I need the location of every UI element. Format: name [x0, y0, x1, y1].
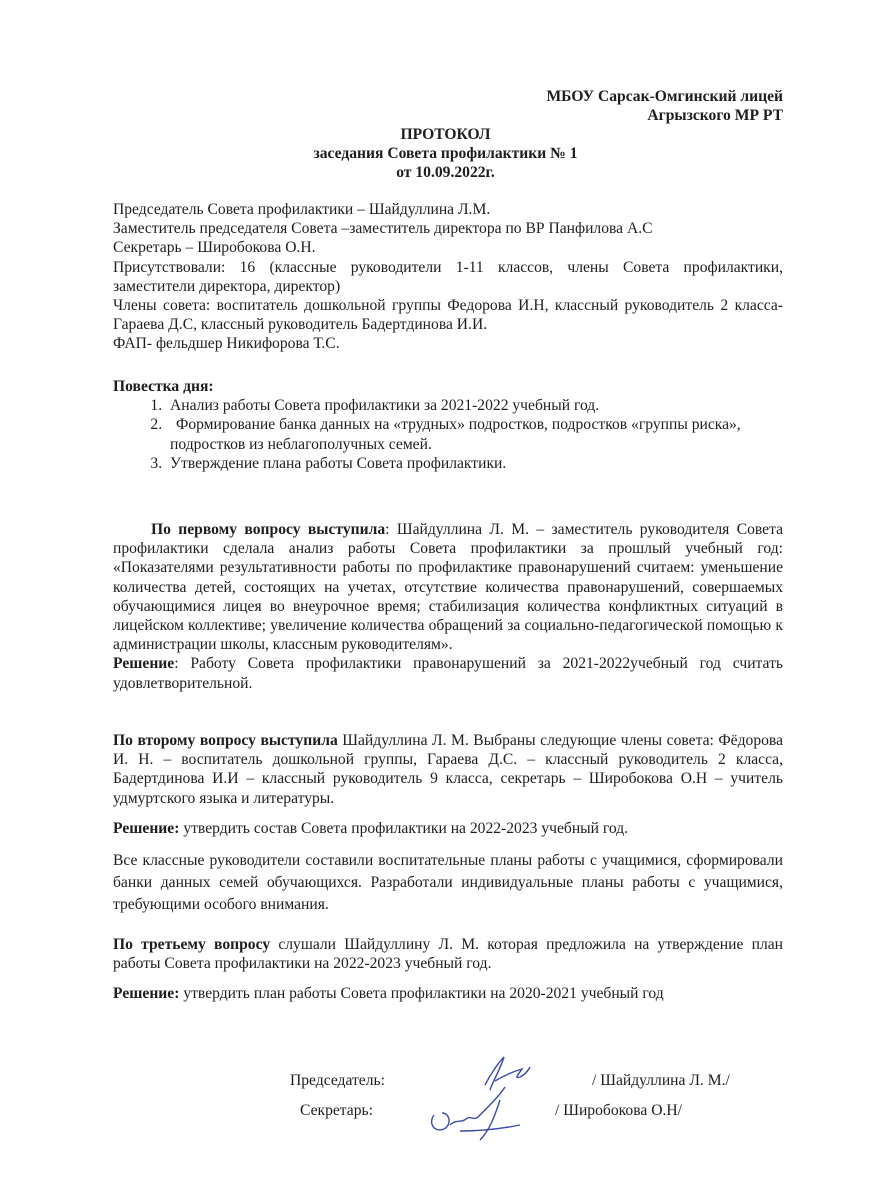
document-title — [113, 125, 778, 182]
title-line-1: ПРОТОКОЛ — [400, 126, 491, 143]
agenda-block — [113, 377, 783, 473]
chair-name: / Шайдуллина Л. М./ — [592, 1072, 730, 1089]
agenda-item: 1. Анализ работы Совета профилактики за 2021-2022 учебный год. — [166, 396, 783, 415]
chair-signature — [485, 1057, 530, 1090]
agenda-heading: Повестка дня: — [113, 378, 214, 395]
agenda-list — [113, 396, 783, 473]
organization-header — [546, 87, 783, 125]
handwritten-signatures — [420, 1045, 550, 1145]
chair-line: Председатель Совета профилактики – Шайдуллина Л.М. — [113, 201, 491, 218]
q2-decision-label: Решение: — [113, 819, 180, 837]
title-line-3: от 10.09.2022г. — [396, 164, 495, 181]
org-line-1: МБОУ Сарсак-Омгинский лицей — [546, 88, 783, 105]
q3-lead: По третьему вопросу — [113, 936, 271, 953]
members-line: Члены совета: воспитатель дошкольной группы Федорова И.Н, классный руководитель 2 класса- Гараева Д.С, классный руководитель Бадертдинова И.И. — [113, 297, 783, 334]
q3-decision: утвердить план работы Совета профилактики на 2020-2021 учебный год — [179, 985, 664, 1003]
fap-line: ФАП- фельдшер Никифорова Т.С. — [113, 335, 340, 353]
deputy-line: Заместитель председателя Совета –заместитель директора по ВР Панфилова А.С — [113, 220, 653, 238]
q1-decision-label: Решение — [113, 655, 175, 673]
title-line-2: заседания Совета профилактики № 1 — [313, 145, 578, 162]
q2-lead: По второму вопросу выступила — [113, 732, 338, 749]
chair-label: Председатель: — [290, 1072, 385, 1089]
secretary-line: Секретарь – Широбокова О.Н. — [113, 239, 316, 257]
org-line-2: Агрызского МР РТ — [647, 107, 783, 124]
q2-decision: утвердить состав Совета профилактики на 2022-2023 учебный год. — [179, 819, 629, 837]
plans-text: Все классные руководители составили воспитательные планы работы с учащимися, сформировали банки данных семей обучающихся. Разработали индивидуальные планы работы с учащимися, требующими особого внимания. — [113, 852, 783, 913]
question-2 — [113, 731, 783, 838]
q1-decision: : Работу Совета профилактики правонарушений за 2021-2022учебный год считать удовлетворительной. — [113, 655, 783, 692]
secretary-signature — [432, 1087, 520, 1140]
question-1 — [113, 520, 783, 693]
secretary-name: / Широбокова О.Н/ — [555, 1102, 682, 1119]
present-line: Присутствовали: 16 (классные руководители 1-11 классов, члены Совета профилактики, заместители директора, директор) — [113, 258, 783, 295]
agenda-item: 3. Утверждение плана работы Совета профилактики. — [166, 454, 783, 473]
q3-text: слушали Шайдуллину Л. М. которая предложила на утверждение план работы Совета профилактики на 2022-2023 учебный год. — [113, 936, 783, 973]
secretary-label: Секретарь: — [300, 1102, 373, 1119]
plans-paragraph — [113, 850, 783, 916]
attendees-block — [113, 200, 783, 354]
q1-lead: По первому вопросу выступила — [151, 521, 386, 538]
q2-text: Шайдуллина Л. М. Выбраны следующие члены совета: Фёдорова И. Н. – воспитатель дошкольной группы, Гараева Д.С. – классный руководитель 2 класса, Бадертдинова И.И – классный руководитель 9 класса, секретарь – Широбокова О.Н – учитель удмуртского языка и литературы. — [113, 732, 784, 807]
q1-text: : Шайдуллина Л. М. – заместитель руководителя Совета профилактики сделала анализ работы Совета профилактики за прошлый учебный год: «Показателями результативности работы по профилактике правонарушений считаем: уменьшение количества детей, состоящих на учетах, отсутствие количества правонарушений, совершаемых обучающимися лицея во внеурочное время; стабилизация количества конфликтных ситуаций в лицейском коллективе; увеличение количества обращений за социально-педагогической помощью к администрации школы, классным руководителям». — [113, 521, 784, 654]
q3-decision-label: Решение: — [113, 985, 180, 1003]
agenda-item: 2. Формирование банка данных на «трудных» подростков, подростков «группы риска», подростков из неблагополучных семей. — [166, 415, 783, 453]
question-3 — [113, 935, 783, 1004]
